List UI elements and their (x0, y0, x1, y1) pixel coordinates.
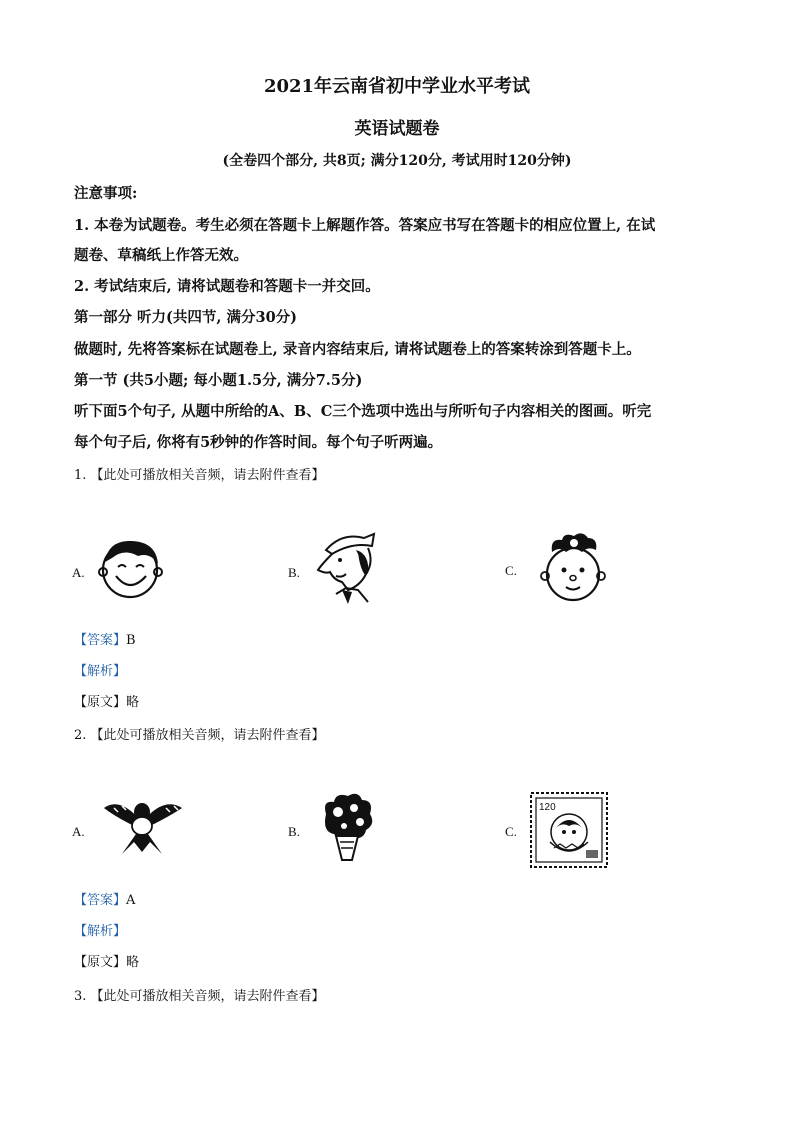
swallow-kite-icon[interactable] (100, 792, 184, 856)
q1-option-a-label[interactable]: A. (72, 565, 85, 580)
part1-heading: 第一部分 听力(共四节, 满分30分) (74, 309, 298, 326)
question-2-prompt[interactable]: 2. 【此处可播放相关音频，请去附件查看】 (74, 728, 325, 743)
question-1-answer (74, 629, 136, 648)
question-1-analysis-label: 【解析】 (74, 664, 127, 679)
answer-label: 【答案】 (74, 633, 127, 648)
question-2-analysis-label: 【解析】 (74, 924, 127, 939)
question-1-prompt[interactable]: 1. 【此处可播放相关音频，请去附件查看】 (74, 468, 325, 483)
notes-heading: 注意事项: (74, 185, 138, 202)
part1-instruction: 做题时, 先将答案标在试题卷上, 录音内容结束后, 请将试题卷上的答案转涂到答题卡上。 (74, 341, 641, 358)
original-label: 【原文】 (74, 695, 127, 710)
original-label: 【原文】 (74, 955, 127, 970)
answer-value: A (126, 893, 136, 908)
flower-bouquet-icon[interactable] (316, 792, 378, 862)
q1-option-b-label[interactable]: B. (288, 565, 300, 580)
exam-info: (全卷四个部分, 共8页; 满分120分, 考试用时120分钟) (222, 153, 572, 169)
notes-item-2: 2. 考试结束后, 请将试题卷和答题卡一并交回。 (74, 278, 380, 295)
question-1-original (74, 691, 139, 710)
exam-title: 2021年云南省初中学业水平考试 (263, 76, 531, 97)
exam-subtitle: 英语试题卷 (354, 119, 440, 139)
notes-item-1b: 题卷、草稿纸上作答无效。 (74, 247, 248, 264)
postage-stamp-icon[interactable] (530, 792, 608, 868)
question-2-answer (74, 889, 135, 908)
stamp-value: 120 (539, 802, 556, 813)
notes-item-1a: 1. 本卷为试题卷。考生必须在答题卡上解题作答。答案应书写在答题卡的相应位置上, 在试 (74, 217, 656, 234)
question-3-prompt[interactable]: 3. 【此处可播放相关音频，请去附件查看】 (74, 989, 325, 1004)
q1-option-c-label[interactable]: C. (505, 563, 517, 578)
q2-option-b-label[interactable]: B. (288, 824, 300, 839)
answer-value: B (126, 633, 136, 648)
answer-label: 【答案】 (74, 893, 127, 908)
q2-option-c-label[interactable]: C. (505, 824, 517, 839)
q2-option-a-label[interactable]: A. (72, 824, 85, 839)
section1-heading: 第一节 (共5小题; 每小题1.5分, 满分7.5分) (74, 372, 363, 389)
original-value: 略 (126, 695, 140, 710)
child-flower-hair-icon[interactable] (536, 530, 610, 604)
question-2-original (74, 951, 139, 970)
original-value: 略 (126, 955, 140, 970)
smiling-boy-icon[interactable] (98, 534, 164, 600)
section1-instruction-a: 听下面5个句子, 从题中所给的A、B、C三个选项中选出与所听句子内容相关的图画。听完 (74, 403, 652, 420)
section1-instruction-b: 每个句子后, 你将有5秒钟的作答时间。每个句子听两遍。 (74, 434, 443, 451)
man-with-hat-icon[interactable] (312, 530, 384, 606)
